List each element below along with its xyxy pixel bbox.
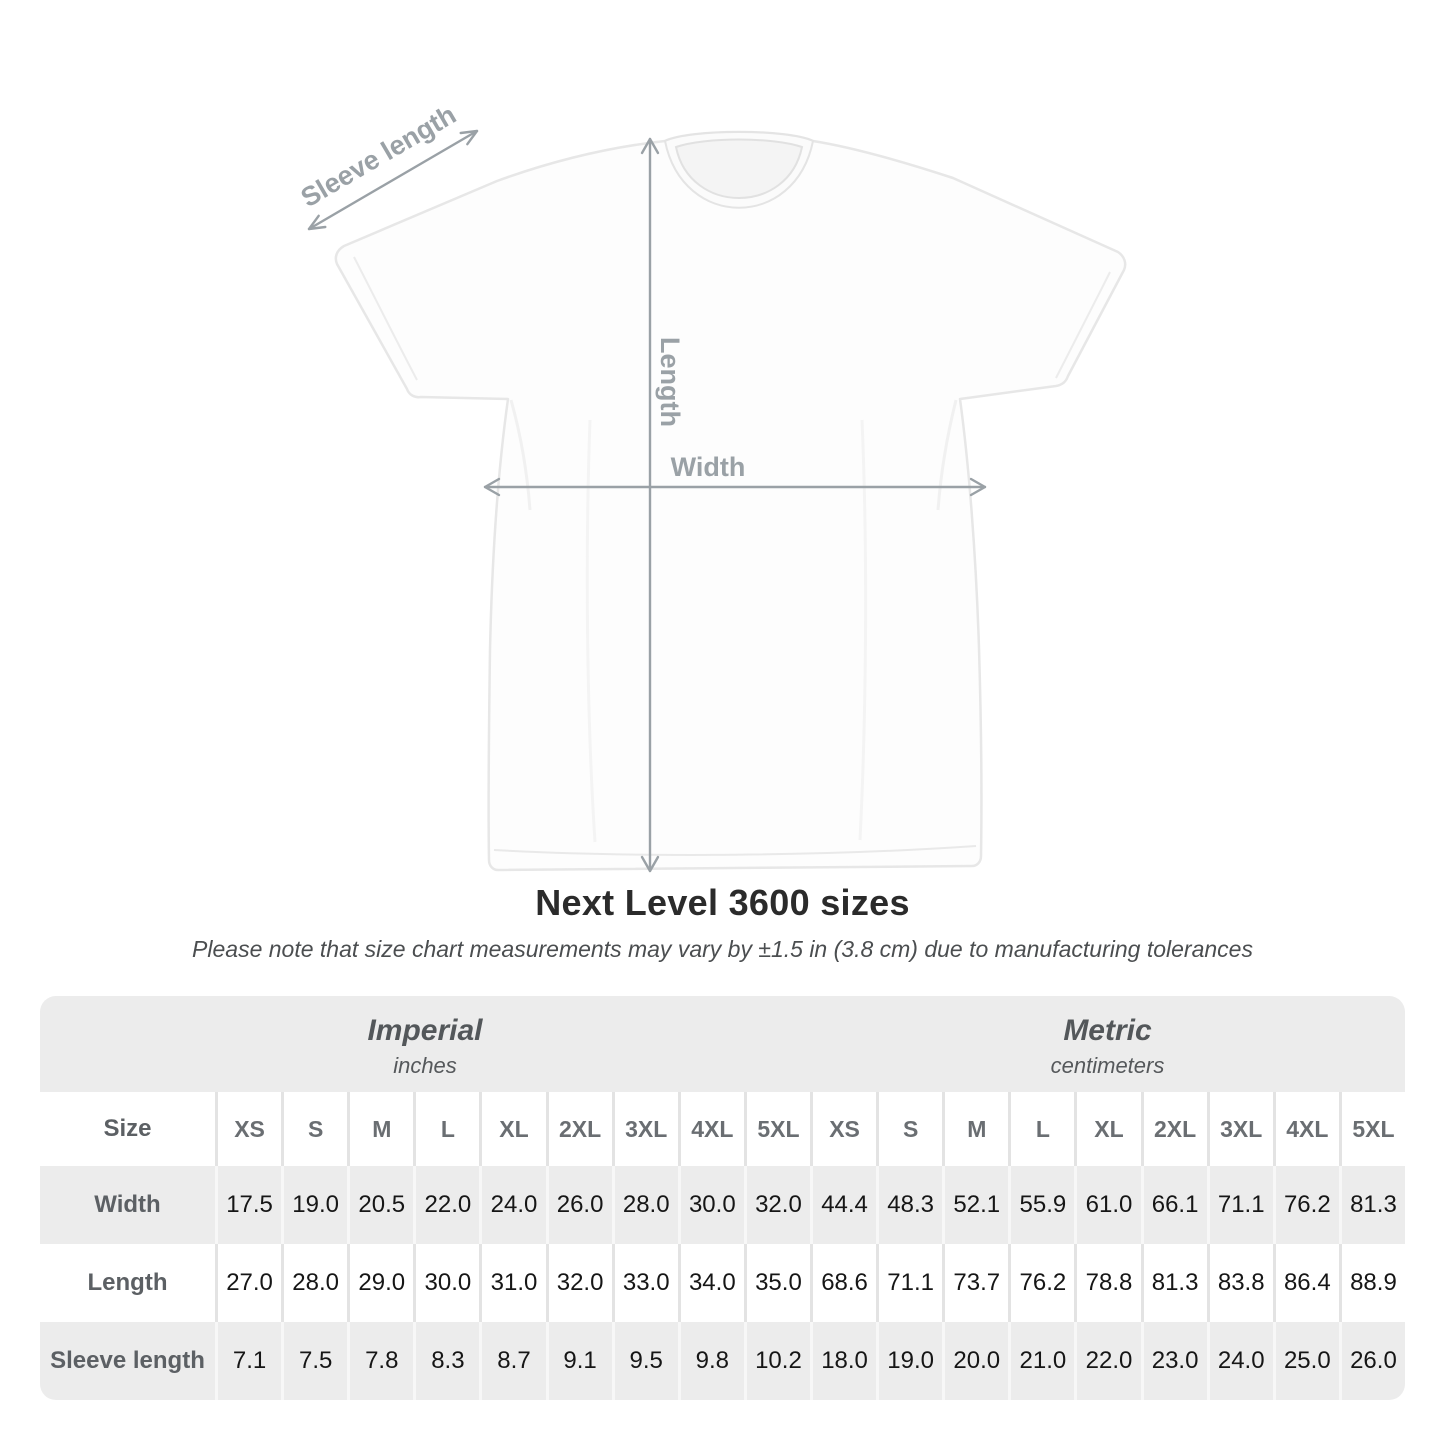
size-header-row [40, 1092, 1405, 1166]
value-cell: 34.0 [678, 1244, 744, 1322]
value-cell: 8.7 [479, 1322, 545, 1400]
size-header-metric-l: L [1008, 1092, 1074, 1166]
value-cell: 17.5 [215, 1166, 281, 1244]
size-table-body [40, 1166, 1405, 1400]
value-cell: 20.0 [942, 1322, 1008, 1400]
value-cell: 28.0 [281, 1244, 347, 1322]
width-label: Width [670, 452, 746, 482]
sleeve-length-label: Sleeve length [295, 99, 462, 214]
imperial-group-title: Imperial [367, 1013, 483, 1047]
size-header-imperial-m: M [347, 1092, 413, 1166]
value-cell: 8.3 [413, 1322, 479, 1400]
value-cell: 71.1 [876, 1244, 942, 1322]
size-header-imperial-xs: XS [215, 1092, 281, 1166]
imperial-group-unit: inches [393, 1052, 457, 1078]
value-cell: 86.4 [1273, 1244, 1339, 1322]
value-cell: 81.3 [1141, 1244, 1207, 1322]
value-cell: 32.0 [744, 1166, 810, 1244]
length-label: Length [655, 337, 685, 427]
value-cell: 19.0 [281, 1166, 347, 1244]
table-row-length [40, 1244, 1405, 1322]
value-cell: 20.5 [347, 1166, 413, 1244]
value-cell: 61.0 [1074, 1166, 1140, 1244]
size-header-metric-2xl: 2XL [1141, 1092, 1207, 1166]
value-cell: 18.0 [810, 1322, 876, 1400]
value-cell: 29.0 [347, 1244, 413, 1322]
value-cell: 27.0 [215, 1244, 281, 1322]
metric-group-unit: centimeters [1050, 1052, 1165, 1078]
value-cell: 88.9 [1339, 1244, 1405, 1322]
size-header-metric-3xl: 3XL [1207, 1092, 1273, 1166]
row-label: Sleeve length [50, 1347, 205, 1374]
size-header-metric-xs: XS [810, 1092, 876, 1166]
unit-group-band [40, 996, 1405, 1092]
value-cell: 9.8 [678, 1322, 744, 1400]
value-cell: 33.0 [612, 1244, 678, 1322]
value-cell: 55.9 [1008, 1166, 1074, 1244]
value-cell: 7.8 [347, 1322, 413, 1400]
value-cell: 23.0 [1141, 1322, 1207, 1400]
value-cell: 7.1 [215, 1322, 281, 1400]
page-title: Next Level 3600 sizes [535, 882, 910, 923]
size-header-imperial-xl: XL [479, 1092, 545, 1166]
value-cell: 76.2 [1273, 1166, 1339, 1244]
value-cell: 22.0 [413, 1166, 479, 1244]
value-cell: 30.0 [413, 1244, 479, 1322]
size-header-imperial-4xl: 4XL [678, 1092, 744, 1166]
table-row-sleeve-length [40, 1322, 1405, 1400]
value-cell: 30.0 [678, 1166, 744, 1244]
metric-group-header [810, 996, 1405, 1092]
table-row-width [40, 1166, 1405, 1244]
value-cell: 22.0 [1074, 1322, 1140, 1400]
value-cell: 66.1 [1141, 1166, 1207, 1244]
value-cell: 9.5 [612, 1322, 678, 1400]
row-label: Width [94, 1191, 161, 1218]
size-column-header: Size [103, 1115, 152, 1142]
size-header-metric-5xl: 5XL [1339, 1092, 1405, 1166]
value-cell: 31.0 [479, 1244, 545, 1322]
size-header-metric-xl: XL [1074, 1092, 1140, 1166]
value-cell: 68.6 [810, 1244, 876, 1322]
size-header-imperial-s: S [281, 1092, 347, 1166]
imperial-group-header [40, 996, 810, 1092]
value-cell: 10.2 [744, 1322, 810, 1400]
value-cell: 83.8 [1207, 1244, 1273, 1322]
value-cell: 52.1 [942, 1166, 1008, 1244]
value-cell: 71.1 [1207, 1166, 1273, 1244]
size-header-imperial-l: L [413, 1092, 479, 1166]
value-cell: 24.0 [479, 1166, 545, 1244]
value-cell: 19.0 [876, 1322, 942, 1400]
value-cell: 48.3 [876, 1166, 942, 1244]
value-cell: 9.1 [546, 1322, 612, 1400]
size-header-imperial-5xl: 5XL [744, 1092, 810, 1166]
size-table [40, 996, 1405, 1400]
value-cell: 26.0 [1339, 1322, 1405, 1400]
row-label: Length [87, 1269, 168, 1296]
value-cell: 78.8 [1074, 1244, 1140, 1322]
value-cell: 21.0 [1008, 1322, 1074, 1400]
value-cell: 44.4 [810, 1166, 876, 1244]
value-cell: 28.0 [612, 1166, 678, 1244]
value-cell: 26.0 [546, 1166, 612, 1244]
size-header-imperial-3xl: 3XL [612, 1092, 678, 1166]
value-cell: 32.0 [546, 1244, 612, 1322]
size-header-metric-4xl: 4XL [1273, 1092, 1339, 1166]
value-cell: 81.3 [1339, 1166, 1405, 1244]
value-cell: 35.0 [744, 1244, 810, 1322]
size-header-metric-s: S [876, 1092, 942, 1166]
value-cell: 76.2 [1008, 1244, 1074, 1322]
tolerance-note: Please note that size chart measurements may vary by ±1.5 in (3.8 cm) due to manufacturing tolerances [192, 936, 1253, 962]
tshirt-graphic [336, 132, 1125, 870]
metric-group-title: Metric [1063, 1013, 1152, 1047]
value-cell: 24.0 [1207, 1322, 1273, 1400]
value-cell: 7.5 [281, 1322, 347, 1400]
value-cell: 25.0 [1273, 1322, 1339, 1400]
size-header-metric-m: M [942, 1092, 1008, 1166]
size-header-imperial-2xl: 2XL [546, 1092, 612, 1166]
value-cell: 73.7 [942, 1244, 1008, 1322]
